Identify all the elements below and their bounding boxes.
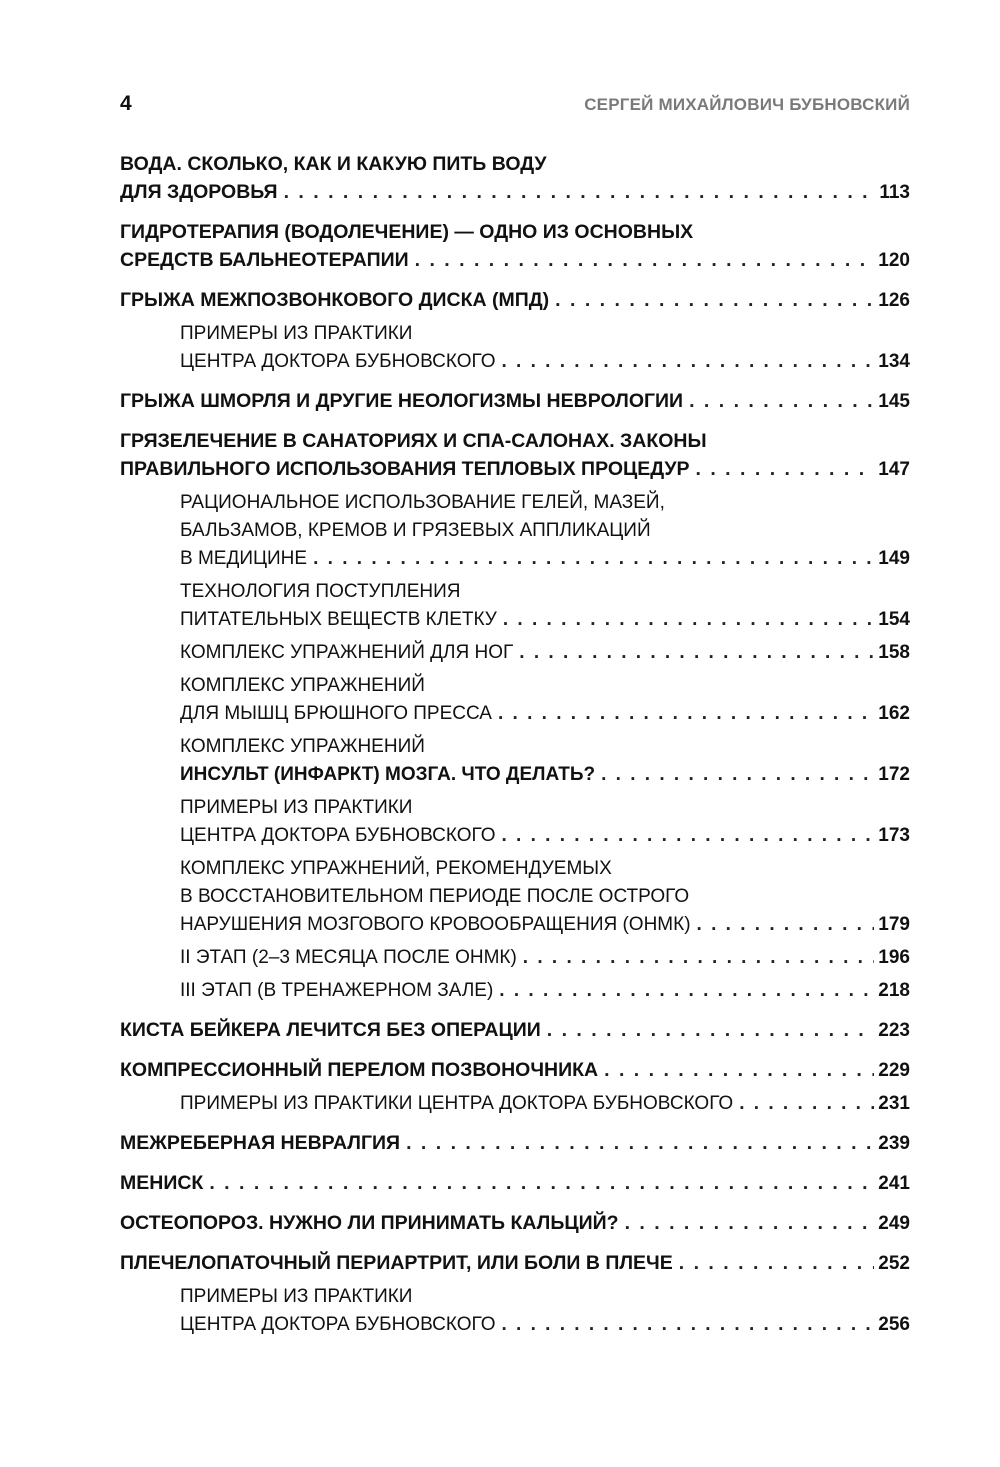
toc-entry-title-line: ПРИМЕРЫ ИЗ ПРАКТИКИ [180, 323, 413, 344]
toc-entry[interactable] [120, 1016, 910, 1045]
dot-leader [313, 545, 874, 573]
page-number: 4 [120, 92, 132, 115]
toc-entry-title-line: ПРАВИЛЬНОГО ИСПОЛЬЗОВАНИЯ ТЕПЛОВЫХ ПРОЦЕДУР [120, 458, 690, 480]
toc-page-number: 179 [878, 914, 910, 935]
dot-leader [406, 1129, 874, 1157]
dot-leader [601, 761, 874, 789]
toc-entry[interactable] [120, 944, 910, 972]
dot-leader [501, 1311, 874, 1339]
dot-leader [209, 1169, 874, 1197]
toc-entry-row [180, 606, 910, 634]
toc-entry[interactable] [120, 1090, 910, 1118]
toc-entry-row [120, 1249, 910, 1278]
dot-leader [696, 455, 875, 483]
toc-entry-row [120, 387, 910, 416]
toc-entry-title-line: III ЭТАП (В ТРЕНАЖЕРНОМ ЗАЛЕ) [180, 980, 494, 1001]
dot-leader [523, 944, 875, 972]
toc-entry-title-line: МЕЖРЕБЕРНАЯ НЕВРАЛГИЯ [120, 1132, 401, 1154]
dot-leader [499, 977, 874, 1005]
toc-entry-title-line: КОМПРЕССИОННЫЙ ПЕРЕЛОМ ПОЗВОНОЧНИКА [120, 1059, 599, 1081]
toc-entry-row [180, 545, 910, 573]
toc-entry-title-line: ПРИМЕРЫ ИЗ ПРАКТИКИ ЦЕНТРА ДОКТОРА БУБНОВСКОГО [180, 1093, 734, 1114]
book-page [120, 92, 910, 1339]
toc-page-number: 149 [878, 548, 910, 569]
toc-entry-title-line: ТЕХНОЛОГИЯ ПОСТУПЛЕНИЯ [180, 581, 461, 602]
toc-page-number: 239 [878, 1133, 910, 1154]
dot-leader [555, 286, 874, 314]
toc-entry-title-line: ЦЕНТРА ДОКТОРА БУБНОВСКОГО [180, 825, 496, 846]
dot-leader [679, 1249, 875, 1277]
toc-entry[interactable] [120, 489, 910, 573]
toc-entry-title-line: ИНСУЛЬТ (ИНФАРКТ) МОЗГА. ЧТО ДЕЛАТЬ? [180, 764, 596, 785]
dot-leader [604, 1056, 874, 1084]
toc-entry-row [180, 977, 910, 1005]
toc-page-number: 218 [878, 980, 910, 1001]
toc-entry[interactable] [120, 1129, 910, 1158]
dot-leader [547, 1016, 875, 1044]
toc-page-number: 256 [878, 1314, 910, 1335]
toc-page-number: 147 [878, 459, 910, 480]
dot-leader [503, 606, 874, 634]
toc-page-number: 113 [879, 182, 910, 203]
dot-leader [697, 911, 875, 939]
toc-entry-title-line: БАЛЬЗАМОВ, КРЕМОВ И ГРЯЗЕВЫХ АППЛИКАЦИЙ [180, 520, 651, 541]
toc-entry-row [180, 911, 910, 939]
toc-page-number: 154 [878, 609, 910, 630]
toc-entry[interactable] [120, 1056, 910, 1085]
running-title: СЕРГЕЙ МИХАЙЛОВИЧ БУБНОВСКИЙ [584, 95, 910, 114]
toc-entry-title-line: В ВОССТАНОВИТЕЛЬНОМ ПЕРИОДЕ ПОСЛЕ ОСТРОГО [180, 886, 690, 907]
toc-page-number: 241 [878, 1173, 910, 1194]
toc-entry-title-line: ГИДРОТЕРАПИЯ (ВОДОЛЕЧЕНИЕ) — ОДНО ИЗ ОСНОВНЫХ [120, 221, 694, 243]
toc-page-number: 162 [878, 703, 910, 724]
toc-entry[interactable] [120, 286, 910, 315]
dot-leader [284, 178, 876, 206]
toc-page-number: 173 [878, 825, 910, 846]
toc-page-number: 229 [878, 1060, 910, 1081]
toc-entry-title-line: ПЛЕЧЕЛОПАТОЧНЫЙ ПЕРИАРТРИТ, ИЛИ БОЛИ В ПЛЕЧЕ [120, 1252, 673, 1274]
toc-entry[interactable] [120, 1283, 910, 1339]
table-of-contents [120, 150, 910, 1339]
toc-page-number: 231 [878, 1093, 910, 1114]
toc-entry-row [120, 1209, 910, 1238]
toc-entry[interactable] [120, 794, 910, 850]
dot-leader [689, 387, 874, 415]
toc-entry-title-line: ВОДА. СКОЛЬКО, КАК И КАКУЮ ПИТЬ ВОДУ [120, 153, 547, 175]
page-header [120, 92, 910, 126]
toc-entry[interactable] [120, 320, 910, 376]
toc-entry-row [180, 639, 910, 667]
toc-entry[interactable] [120, 1169, 910, 1198]
toc-entry-title-line: МЕНИСК [120, 1172, 204, 1194]
toc-entry-row [120, 1016, 910, 1045]
toc-entry-title-line: ЦЕНТРА ДОКТОРА БУБНОВСКОГО [180, 1314, 496, 1335]
dot-leader [415, 246, 875, 274]
toc-entry-row [120, 455, 910, 484]
toc-entry-title-line: ГРЯЗЕЛЕЧЕНИЕ В САНАТОРИЯХ И СПА-САЛОНАХ. ЗАКОНЫ [120, 430, 707, 452]
toc-page-number: 172 [878, 764, 910, 785]
toc-entry-row [120, 178, 910, 207]
toc-entry[interactable] [120, 1209, 910, 1238]
toc-page-number: 145 [878, 391, 910, 412]
toc-entry[interactable] [120, 578, 910, 634]
toc-entry-title-line: ГРЫЖА ШМОРЛЯ И ДРУГИЕ НЕОЛОГИЗМЫ НЕВРОЛОГИИ [120, 390, 684, 412]
toc-entry[interactable] [120, 977, 910, 1005]
toc-entry-row [180, 348, 910, 376]
dot-leader [739, 1090, 874, 1118]
toc-entry-title-line: КОМПЛЕКС УПРАЖНЕНИЙ ДЛЯ НОГ [180, 642, 514, 663]
toc-entry[interactable] [120, 387, 910, 416]
toc-entry-title-line: КОМПЛЕКС УПРАЖНЕНИЙ [180, 736, 425, 757]
toc-entry-title-line: ПРИМЕРЫ ИЗ ПРАКТИКИ [180, 797, 413, 818]
toc-entry-title-line: ПРИМЕРЫ ИЗ ПРАКТИКИ [180, 1286, 413, 1307]
toc-entry-title-line: КОМПЛЕКС УПРАЖНЕНИЙ [180, 675, 425, 696]
toc-entry-title-line: ДЛЯ МЫШЦ БРЮШНОГО ПРЕССА [180, 703, 492, 724]
dot-leader [498, 700, 874, 728]
dot-leader [501, 822, 874, 850]
toc-entry-row [180, 944, 910, 972]
toc-entry-row [120, 1056, 910, 1085]
toc-entry[interactable] [120, 1249, 910, 1278]
toc-entry-row [180, 761, 910, 789]
toc-page-number: 252 [878, 1253, 910, 1274]
toc-entry-title-line: КИСТА БЕЙКЕРА ЛЕЧИТСЯ БЕЗ ОПЕРАЦИИ [120, 1019, 541, 1041]
toc-entry-row [120, 286, 910, 315]
toc-entry-title-line: ГРЫЖА МЕЖПОЗВОНКОВОГО ДИСКА (МПД) [120, 289, 550, 311]
toc-entry-row [120, 246, 910, 275]
toc-entry-row [180, 1090, 910, 1118]
toc-page-number: 158 [878, 642, 910, 663]
toc-page-number: 134 [878, 351, 910, 372]
toc-entry[interactable] [120, 639, 910, 667]
toc-entry-title-line: НАРУШЕНИЯ МОЗГОВОГО КРОВООБРАЩЕНИЯ (ОНМК) [180, 914, 691, 935]
toc-page-number: 196 [878, 947, 910, 968]
toc-entry-title-line: РАЦИОНАЛЬНОЕ ИСПОЛЬЗОВАНИЕ ГЕЛЕЙ, МАЗЕЙ, [180, 492, 665, 513]
toc-entry-title-line: II ЭТАП (2–3 МЕСЯЦА ПОСЛЕ ОНМК) [180, 947, 517, 968]
toc-entry-row [180, 1311, 910, 1339]
toc-entry-title-line: ОСТЕОПОРОЗ. НУЖНО ЛИ ПРИНИМАТЬ КАЛЬЦИЙ? [120, 1212, 619, 1234]
toc-entry[interactable] [120, 672, 910, 728]
toc-entry-row [180, 822, 910, 850]
toc-page-number: 126 [878, 290, 910, 311]
dot-leader [519, 639, 874, 667]
toc-entry-row [180, 700, 910, 728]
toc-entry-title-line: ПИТАТЕЛЬНЫХ ВЕЩЕСТВ КЛЕТКУ [180, 609, 497, 630]
toc-entry-title-line: СРЕДСТВ БАЛЬНЕОТЕРАПИИ [120, 249, 409, 271]
toc-entry-row [120, 1169, 910, 1198]
toc-entry[interactable] [120, 218, 910, 275]
toc-page-number: 120 [878, 250, 910, 271]
toc-entry-title-line: ЦЕНТРА ДОКТОРА БУБНОВСКОГО [180, 351, 496, 372]
dot-leader [625, 1209, 875, 1237]
toc-entry[interactable] [120, 855, 910, 939]
dot-leader [501, 348, 874, 376]
toc-entry-title-line: ДЛЯ ЗДОРОВЬЯ [120, 181, 278, 203]
toc-entry[interactable] [120, 150, 910, 207]
toc-entry-title-line: В МЕДИЦИНЕ [180, 548, 308, 569]
toc-entry[interactable] [120, 427, 910, 484]
toc-page-number: 249 [878, 1213, 910, 1234]
toc-entry-row [120, 1129, 910, 1158]
toc-page-number: 223 [878, 1020, 910, 1041]
toc-entry[interactable] [120, 733, 910, 789]
toc-entry-title-line: КОМПЛЕКС УПРАЖНЕНИЙ, РЕКОМЕНДУЕМЫХ [180, 858, 612, 879]
